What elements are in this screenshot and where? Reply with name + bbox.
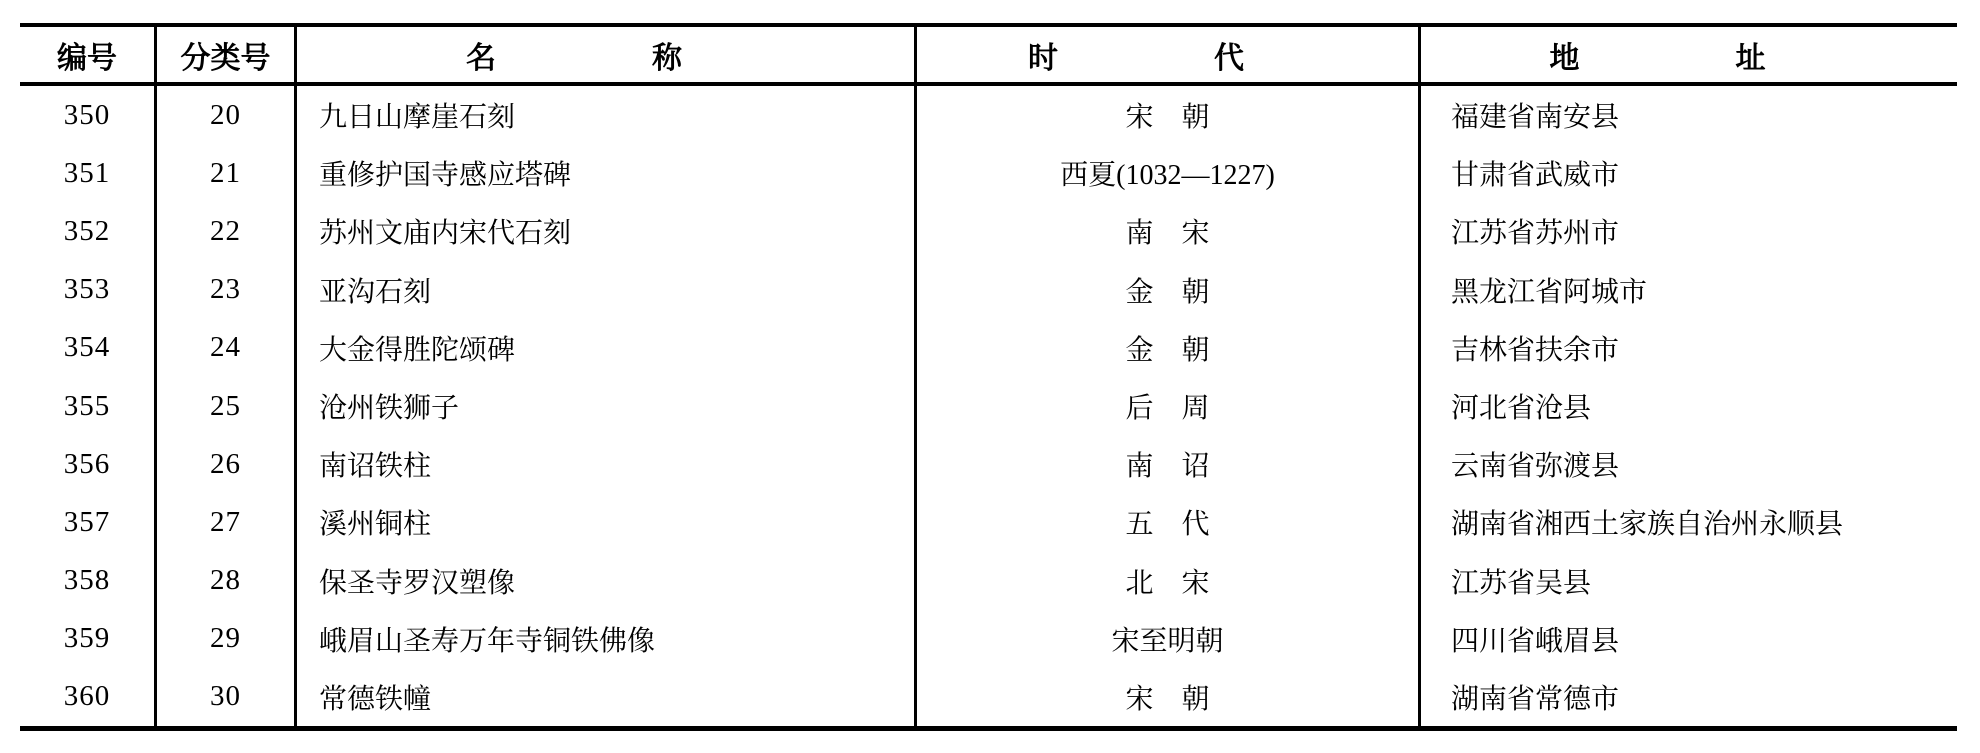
cell-address: 江苏省吴县 [1451,567,1592,599]
cell-class-no: 22 [157,202,297,260]
cell-era: 金 朝 [917,261,1421,319]
cell-name: 溪州铜柱 [297,493,917,551]
cell-era: 北 宋 [917,552,1421,610]
cell-class-no: 23 [157,261,297,319]
table-row [20,668,1957,726]
cell-number: 352 [20,202,157,260]
cell-address: 福建省南安县 [1451,102,1620,134]
cell-era: 西夏(1032—1227) [917,144,1421,202]
cell-number: 351 [20,144,157,202]
cell-name: 九日山摩崖石刻 [297,86,917,144]
cell-class-no: 27 [157,493,297,551]
cell-name: 常德铁幢 [297,668,917,726]
table-header-row [20,27,1957,86]
cell-address: 湖南省常德市 [1451,683,1620,715]
cell-name: 保圣寺罗汉塑像 [297,552,917,610]
table-row [20,493,1957,551]
cell-number: 350 [20,86,157,144]
col-header-address: 地 址 [1549,41,1829,75]
cell-address: 黑龙江省阿城市 [1451,276,1648,308]
cell-address: 湖南省湘西土家族自治州永顺县 [1451,509,1844,541]
cell-address: 江苏省苏州市 [1451,218,1620,250]
cell-era: 五 代 [917,493,1421,551]
col-header-number: 编号 [20,27,157,82]
table-row [20,86,1957,144]
cell-name: 大金得胜陀颂碑 [297,319,917,377]
cell-number: 359 [20,610,157,668]
cell-number: 357 [20,493,157,551]
cell-era: 宋至明朝 [917,610,1421,668]
cell-address: 甘肃省武威市 [1451,160,1620,192]
table-row [20,202,1957,260]
relics-table [20,23,1957,731]
cell-address: 云南省弥渡县 [1451,451,1620,483]
cell-class-no: 26 [157,435,297,493]
cell-class-no: 30 [157,668,297,726]
table-row [20,610,1957,668]
cell-address: 吉林省扶余市 [1451,334,1620,366]
cell-number: 353 [20,261,157,319]
cell-class-no: 21 [157,144,297,202]
cell-name: 苏州文庙内宋代石刻 [297,202,917,260]
cell-name: 亚沟石刻 [297,261,917,319]
cell-name: 峨眉山圣寿万年寺铜铁佛像 [297,610,917,668]
table-row [20,261,1957,319]
col-header-name: 名 称 [297,27,917,82]
cell-number: 358 [20,552,157,610]
cell-class-no: 29 [157,610,297,668]
cell-era: 宋 朝 [917,86,1421,144]
table-row [20,144,1957,202]
table-row [20,435,1957,493]
cell-class-no: 24 [157,319,297,377]
col-header-era: 时 代 [917,27,1421,82]
cell-address: 四川省峨眉县 [1451,625,1620,657]
cell-number: 360 [20,668,157,726]
cell-number: 356 [20,435,157,493]
col-header-class-no: 分类号 [157,27,297,82]
cell-era: 宋 朝 [917,668,1421,726]
cell-era: 南 诏 [917,435,1421,493]
table-row [20,319,1957,377]
cell-name: 重修护国寺感应塔碑 [297,144,917,202]
cell-era: 后 周 [917,377,1421,435]
cell-name: 南诏铁柱 [297,435,917,493]
cell-era: 南 宋 [917,202,1421,260]
cell-era: 金 朝 [917,319,1421,377]
table-row [20,552,1957,610]
cell-number: 354 [20,319,157,377]
cell-name: 沧州铁狮子 [297,377,917,435]
cell-number: 355 [20,377,157,435]
cell-class-no: 28 [157,552,297,610]
cell-address: 河北省沧县 [1451,393,1592,425]
table-row [20,377,1957,435]
cell-class-no: 20 [157,86,297,144]
cell-class-no: 25 [157,377,297,435]
